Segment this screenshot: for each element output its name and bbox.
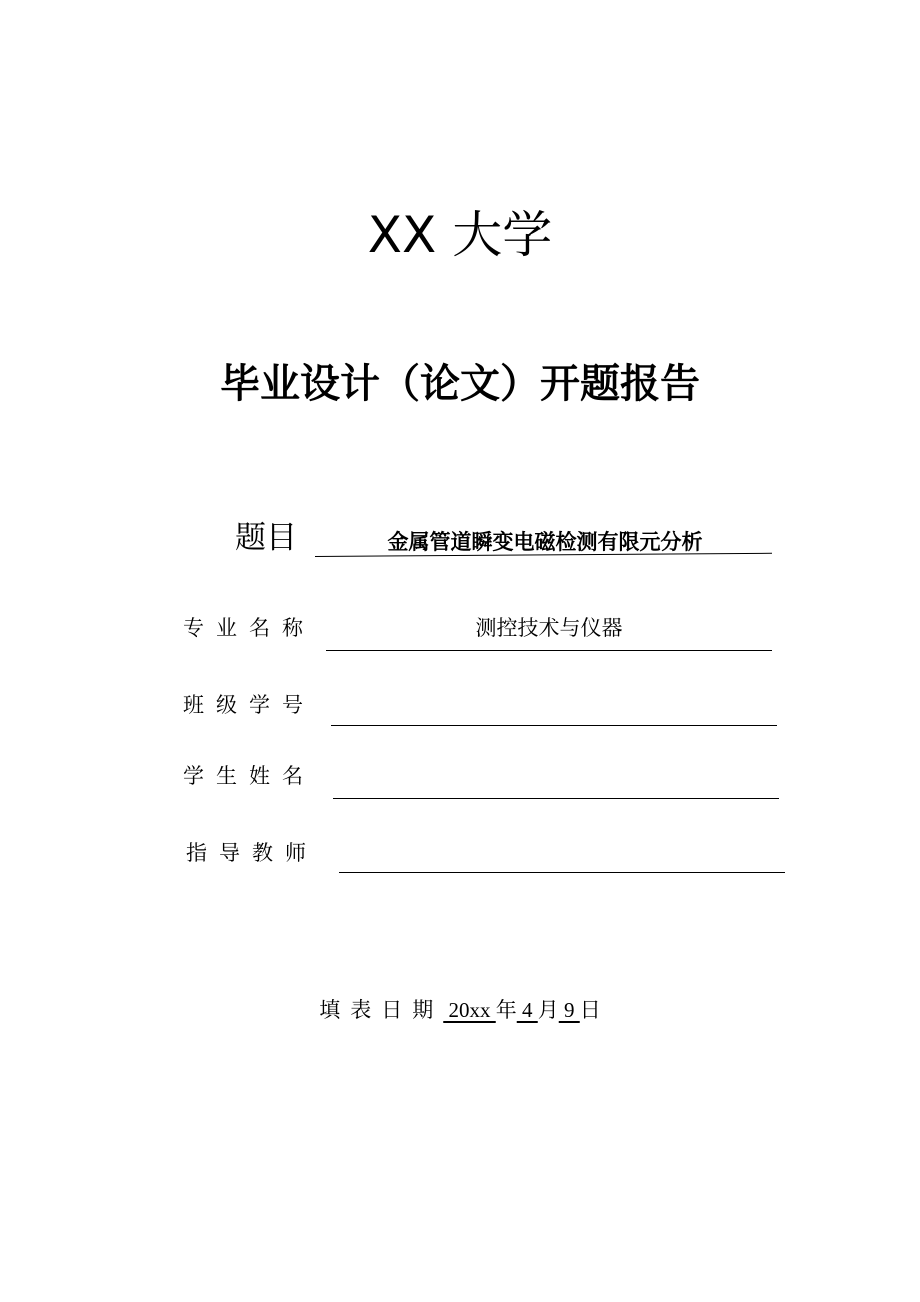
fill-date-month-unit: 月: [537, 998, 559, 1022]
fill-date-day-unit: 日: [579, 998, 601, 1022]
major-underline: [326, 650, 772, 651]
major-label: 专业名称: [183, 616, 315, 640]
university-name: XX 大学: [367, 206, 553, 264]
fill-date-month: 4: [516, 998, 538, 1022]
student-name-underline: [333, 798, 779, 799]
class-id-label: 班级学号: [183, 693, 315, 717]
student-name-label: 学生姓名: [183, 764, 315, 788]
fill-date-day: 9: [558, 998, 580, 1022]
advisor-underline: [339, 872, 785, 873]
fill-date-year-unit: 年: [495, 998, 517, 1022]
advisor-label: 指导教师: [186, 841, 318, 865]
report-title: 毕业设计（论文）开题报告: [220, 361, 700, 407]
topic-label: 题目: [235, 520, 297, 556]
class-id-underline: [331, 725, 777, 726]
major-value: 测控技术与仪器: [475, 616, 623, 640]
fill-date-label: 填表日期: [319, 998, 444, 1022]
fill-date: [0, 994, 920, 1026]
fill-date-year: 20xx: [443, 998, 496, 1022]
topic-value: 金属管道瞬变电磁检测有限元分析: [387, 530, 703, 554]
